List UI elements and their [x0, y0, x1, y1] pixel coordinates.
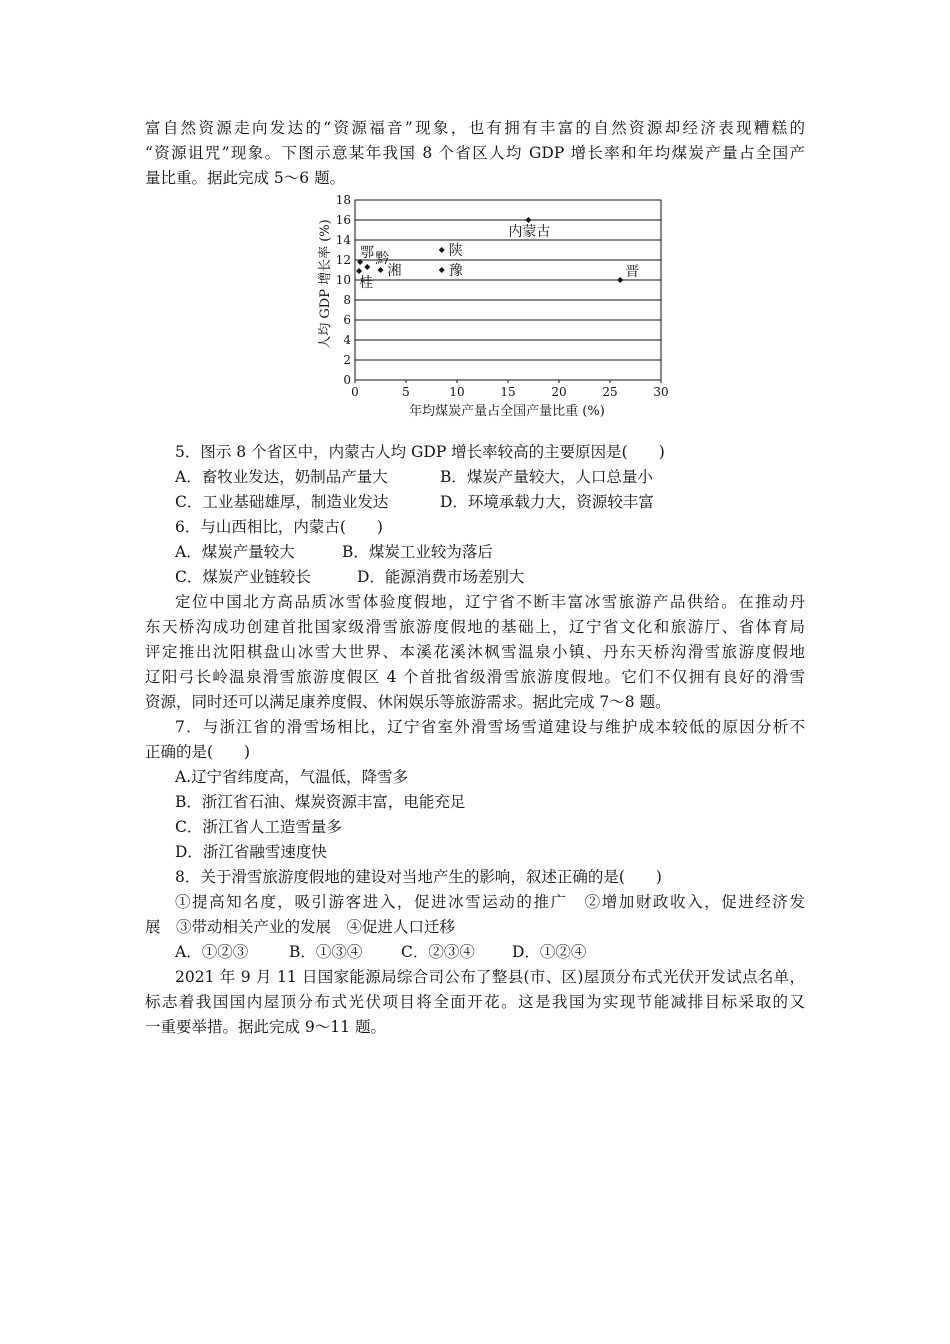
- y-tick-label: 0: [343, 373, 351, 387]
- passage3-line-1: 2021 年 9 月 11 日国家能源局综合司公布了整县(市、区)屋顶分布式光伏开发试点名单，: [175, 968, 805, 986]
- y-tick-label: 2: [343, 353, 351, 367]
- passage3-line-2: 标志着我国国内屋顶分布式光伏项目将全面开花。这是我国为实现节能减排目标采取的又: [145, 993, 805, 1011]
- q8-option-a[interactable]: A．①②③: [175, 943, 249, 961]
- q7-option-d[interactable]: D．浙江省融雪速度快: [175, 843, 327, 861]
- y-tick-label: 16: [335, 213, 351, 227]
- x-tick-label: 30: [653, 385, 669, 399]
- y-tick-label: 8: [343, 293, 351, 307]
- q8-items-2: 展 ③带动相关产业的发展 ④促进人口迁移: [145, 918, 456, 936]
- data-point-豫: [439, 267, 445, 273]
- data-point-label: 鄂: [360, 245, 375, 261]
- q6-option-a[interactable]: A．煤炭产量较大: [175, 543, 295, 561]
- data-point-晋: [617, 277, 623, 283]
- y-tick-label: 6: [343, 313, 351, 327]
- q8-option-b[interactable]: B．①③④: [289, 943, 363, 961]
- data-point-label: 晋: [625, 264, 640, 280]
- q5-option-c[interactable]: C．工业基础雄厚，制造业发达: [175, 493, 389, 511]
- x-tick-label: 0: [351, 385, 359, 399]
- y-tick-label: 14: [335, 233, 351, 247]
- x-tick-label: 25: [602, 385, 618, 399]
- data-point-label: 黔: [375, 251, 390, 267]
- y-tick-label: 18: [335, 193, 351, 207]
- passage2-line-2: 东天桥沟成功创建首批国家级滑雪旅游度假地的基础上，辽宁省文化和旅游厅、省体育局: [145, 618, 805, 636]
- q6-option-d[interactable]: D．能源消费市场差别大: [357, 568, 525, 586]
- data-point-label: 内蒙古: [508, 224, 551, 240]
- q7-stem-1: 7．与浙江省的滑雪场相比，辽宁省室外滑雪场雪道建设与维护成本较低的原因分析不: [175, 718, 805, 736]
- y-tick-label: 10: [335, 273, 351, 287]
- data-point-湘: [378, 267, 384, 273]
- x-tick-label: 10: [449, 385, 465, 399]
- passage2-line-1: 定位中国北方高品质冰雪体验度假地，辽宁省不断丰富冰雪旅游产品供给。在推动丹: [175, 593, 805, 611]
- data-point-label: 湘: [387, 263, 402, 279]
- data-point-陕: [439, 247, 445, 253]
- x-tick-label: 20: [551, 385, 567, 399]
- q7-option-a[interactable]: A.辽宁省纬度高，气温低，降雪多: [175, 768, 409, 786]
- scatter-chart: [305, 188, 675, 423]
- passage2-line-4: 辽阳弓长岭温泉滑雪旅游度假区 4 个首批省级滑雪旅游度假地。它们不仅拥有良好的滑雪: [145, 668, 805, 686]
- q8-option-c[interactable]: C．②③④: [401, 943, 475, 961]
- q5-option-d[interactable]: D．环境承载力大，资源较丰富: [440, 493, 654, 511]
- q5-option-b[interactable]: B．煤炭产量较大，人口总量小: [440, 468, 653, 486]
- q8-option-d[interactable]: D．①②④: [512, 943, 587, 961]
- q6-option-b[interactable]: B．煤炭工业较为落后: [342, 543, 493, 561]
- data-point-黔: [364, 264, 370, 270]
- q5-stem: 5．图示 8 个省区中，内蒙古人均 GDP 增长率较高的主要原因是( ): [175, 443, 665, 461]
- q6-option-c[interactable]: C．煤炭产业链较长: [175, 568, 311, 586]
- q8-stem: 8．关于滑雪旅游度假地的建设对当地产生的影响，叙述正确的是( ): [175, 868, 662, 886]
- data-point-label: 陕: [448, 243, 463, 259]
- intro-line-3: 量比重。据此完成 5～6 题。: [145, 169, 346, 187]
- y-tick-label: 4: [343, 333, 351, 347]
- x-tick-label: 15: [500, 385, 516, 399]
- q7-option-c[interactable]: C．浙江省人工造雪量多: [175, 818, 342, 836]
- q7-stem-2: 正确的是( ): [145, 743, 251, 761]
- passage2-line-5: 资源，同时还可以满足康养度假、休闲娱乐等旅游需求。据此完成 7～8 题。: [145, 693, 671, 711]
- data-point-label: 豫: [448, 263, 463, 279]
- q8-items-1: ①提高知名度，吸引游客进入，促进冰雪运动的推广 ②增加财政收入，促进经济发: [175, 893, 805, 911]
- data-point-内蒙古: [525, 217, 531, 223]
- intro-line-2: “资源诅咒”现象。下图示意某年我国 8 个省区人均 GDP 增长率和年均煤炭产量占全国产: [145, 144, 805, 162]
- x-axis-label: 年均煤炭产量占全国产量比重 (%): [409, 404, 605, 419]
- data-point-桂: [356, 268, 362, 274]
- data-point-label: 桂: [359, 275, 374, 291]
- intro-line-1: 富自然资源走向发达的“资源福音”现象，也有拥有丰富的自然资源却经济表现糟糕的: [145, 119, 805, 137]
- y-axis-label: 人均 GDP 增长率 (%): [318, 219, 333, 349]
- y-tick-label: 12: [335, 253, 351, 267]
- x-tick-label: 5: [402, 385, 410, 399]
- scatter-chart-svg: [305, 188, 675, 423]
- q6-stem: 6．与山西相比，内蒙古( ): [175, 518, 383, 536]
- q5-option-a[interactable]: A．畜牧业发达，奶制品产量大: [175, 468, 388, 486]
- passage2-line-3: 评定推出沈阳棋盘山冰雪大世界、本溪花溪沐枫雪温泉小镇、丹东天桥沟滑雪旅游度假地: [145, 643, 805, 661]
- passage3-line-3: 一重要举措。据此完成 9～11 题。: [145, 1018, 386, 1036]
- q7-option-b[interactable]: B．浙江省石油、煤炭资源丰富，电能充足: [175, 793, 466, 811]
